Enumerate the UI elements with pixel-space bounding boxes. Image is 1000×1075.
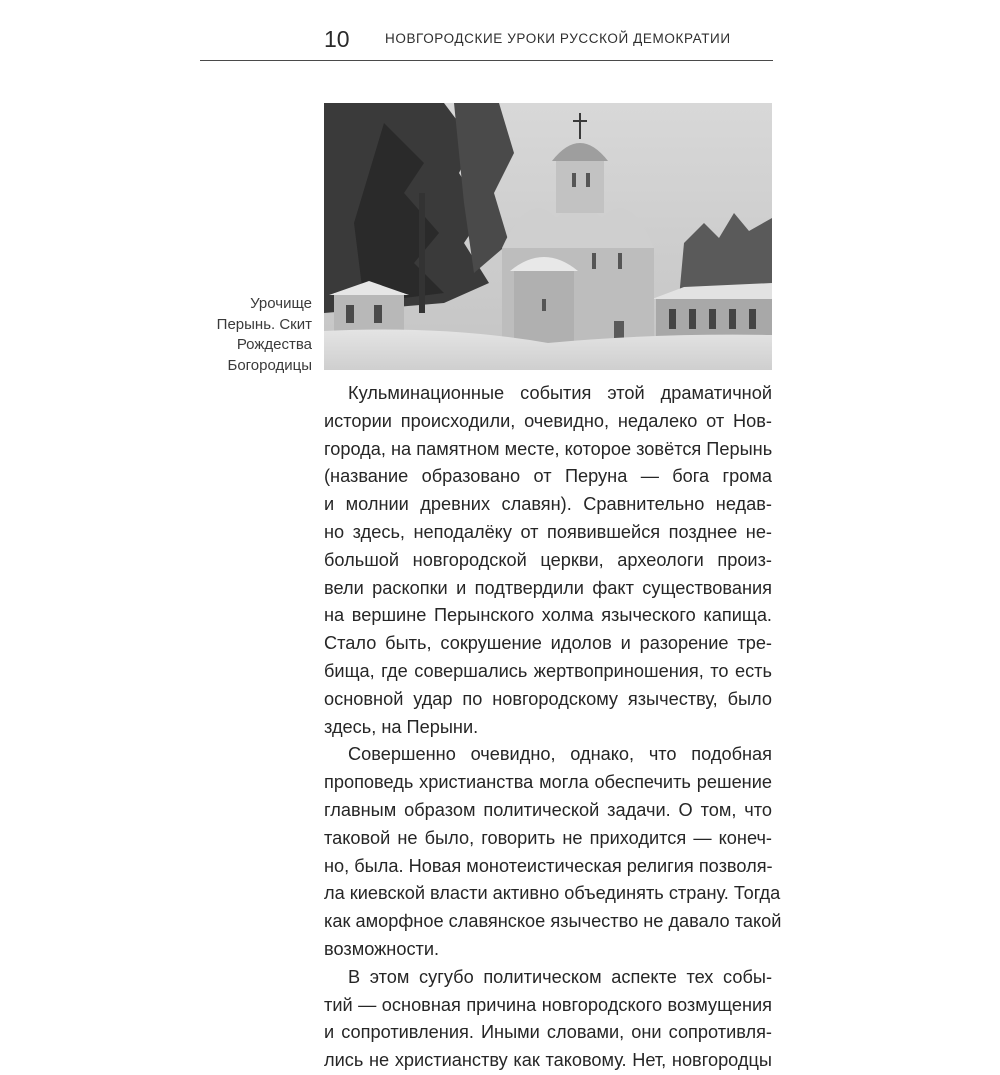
- text-line: В этом сугубо политическом аспекте тех собы-: [348, 966, 772, 987]
- text-line: основной удар по новгородскому язычеству, было: [324, 688, 772, 709]
- text-line: (название образовано от Перуна — бога грома: [324, 466, 772, 487]
- text-line: большой новгородской церкви, археологи произ-: [324, 549, 772, 570]
- text-line: проповедь христианства могла обеспечить решение: [324, 772, 772, 793]
- text-line: тий — основная причина новгородского возмущения: [324, 994, 772, 1015]
- text-line: здесь, на Перыни.: [324, 716, 479, 737]
- body-text: [324, 380, 782, 1075]
- text-line: ла киевской власти активно объединять страну. Тогда: [324, 883, 781, 904]
- text-line: возможности.: [324, 938, 440, 959]
- text-line: бища, где совершались жертвоприношения, то есть: [324, 660, 772, 681]
- text-line: истории происходили, очевидно, недалеко от Нов-: [324, 410, 772, 431]
- text-line: Кульминационные события этой драматичной: [348, 383, 772, 403]
- page-number: 10: [324, 26, 350, 52]
- text-line: но здесь, неподалёку от появившейся позднее не-: [324, 521, 772, 542]
- text-line: таковой не было, говорить не приходится — конеч-: [324, 827, 772, 848]
- church-photo: [324, 103, 772, 370]
- running-header: [200, 24, 773, 61]
- text-line: города, на памятном месте, которое зовётся Перынь: [324, 438, 773, 459]
- text-line: и сопротивления. Иными словами, они сопротивля-: [324, 1022, 772, 1043]
- photo-caption: [200, 294, 312, 376]
- church-photo-icon: [324, 103, 772, 370]
- text-line: вели раскопки и подтвердили факт существования: [324, 577, 772, 598]
- text-line: и молнии древних славян). Сравнительно недав-: [324, 494, 772, 515]
- text-line: на вершине Перынского холма языческого капища.: [324, 605, 772, 626]
- text-line: главным образом политической задачи. О том, что: [324, 799, 772, 820]
- caption-line: Урочище: [250, 295, 312, 312]
- caption-line: Перынь. Скит: [216, 315, 312, 333]
- text-line: Совершенно очевидно, однако, что подобная: [348, 744, 772, 765]
- caption-line: Богородицы: [227, 356, 312, 374]
- text-line: лись не христианству как таковому. Нет, новгородцы: [324, 1050, 772, 1071]
- text-line: но, была. Новая монотеистическая религия позволя-: [324, 855, 773, 876]
- text-line: Стало быть, сокрушение идолов и разорение тре-: [324, 633, 772, 654]
- caption-line: Рождества: [236, 336, 312, 353]
- running-title: НОВГОРОДСКИЕ УРОКИ РУССКОЙ ДЕМОКРАТИИ: [385, 31, 731, 46]
- text-line: как аморфное славянское язычество не давало такой: [324, 911, 782, 932]
